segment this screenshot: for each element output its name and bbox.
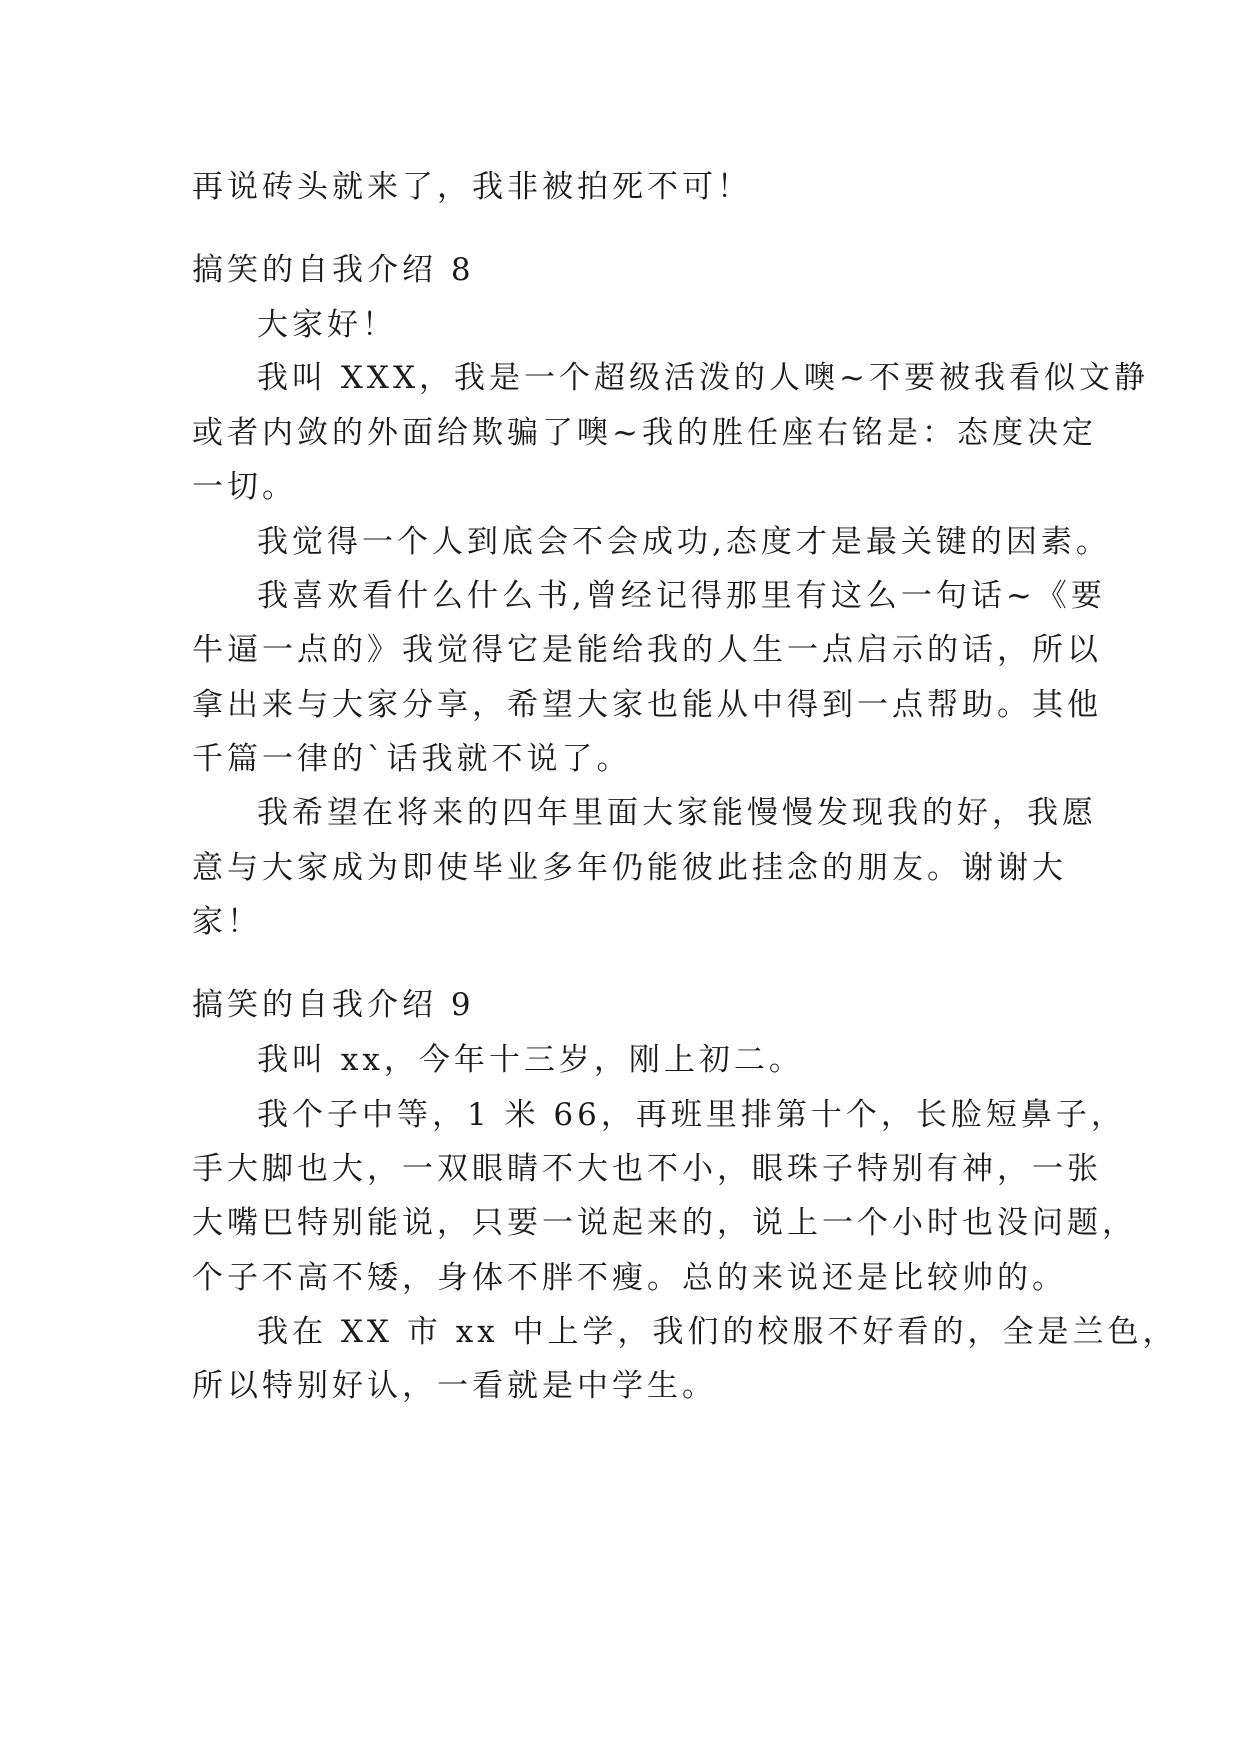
paragraph-line: 我叫 xx，今年十三岁，刚上初二。 (257, 1042, 804, 1078)
paragraph-line: 手大脚也大，一双眼睛不大也不小，眼珠子特别有神，一张 (192, 1151, 1102, 1187)
paragraph-line: 拿出来与大家分享，希望大家也能从中得到一点帮助。其他 (192, 687, 1102, 723)
paragraph-line: 牛逼一点的》我觉得它是能给我的人生一点启示的话，所以 (192, 632, 1102, 668)
paragraph-line: 我喜欢看什么什么书,曾经记得那里有这么一句话~《要 (257, 578, 1106, 614)
paragraph-line: 我叫 XXX，我是一个超级活泼的人噢~不要被我看似文静 (257, 360, 1150, 396)
paragraph-line: 大家好！ (257, 307, 397, 343)
paragraph-line: 我个子中等，1 米 66，再班里排第十个，长脸短鼻子， (257, 1097, 1126, 1133)
body-line: 再说砖头就来了，我非被拍死不可！ (192, 169, 752, 205)
paragraph-line: 家！ (192, 904, 262, 940)
paragraph-line: 我在 XX 市 xx 中上学，我们的校服不好看的，全是兰色， (257, 1314, 1178, 1350)
paragraph-line: 我希望在将来的四年里面大家能慢慢发现我的好，我愿 (257, 795, 1097, 831)
paragraph-line: 我觉得一个人到底会不会成功,态度才是最关键的因素。 (257, 524, 1111, 560)
paragraph-line: 个子不高不矮，身体不胖不瘦。总的来说还是比较帅的。 (192, 1260, 1067, 1296)
section-heading: 搞笑的自我介绍 9 (192, 987, 475, 1023)
section-heading: 搞笑的自我介绍 8 (192, 252, 475, 288)
paragraph-line: 或者内敛的外面给欺骗了噢~我的胜任座右铭是：态度决定 (192, 415, 1097, 451)
paragraph-line: 千篇一律的`话我就不说了。 (192, 741, 632, 777)
paragraph-line: 意与大家成为即使毕业多年仍能彼此挂念的朋友。谢谢大 (192, 850, 1067, 886)
paragraph-line: 所以特别好认，一看就是中学生。 (192, 1368, 717, 1404)
paragraph-line: 一切。 (192, 469, 297, 505)
paragraph-line: 大嘴巴特别能说，只要一说起来的，说上一个小时也没问题， (192, 1205, 1137, 1241)
